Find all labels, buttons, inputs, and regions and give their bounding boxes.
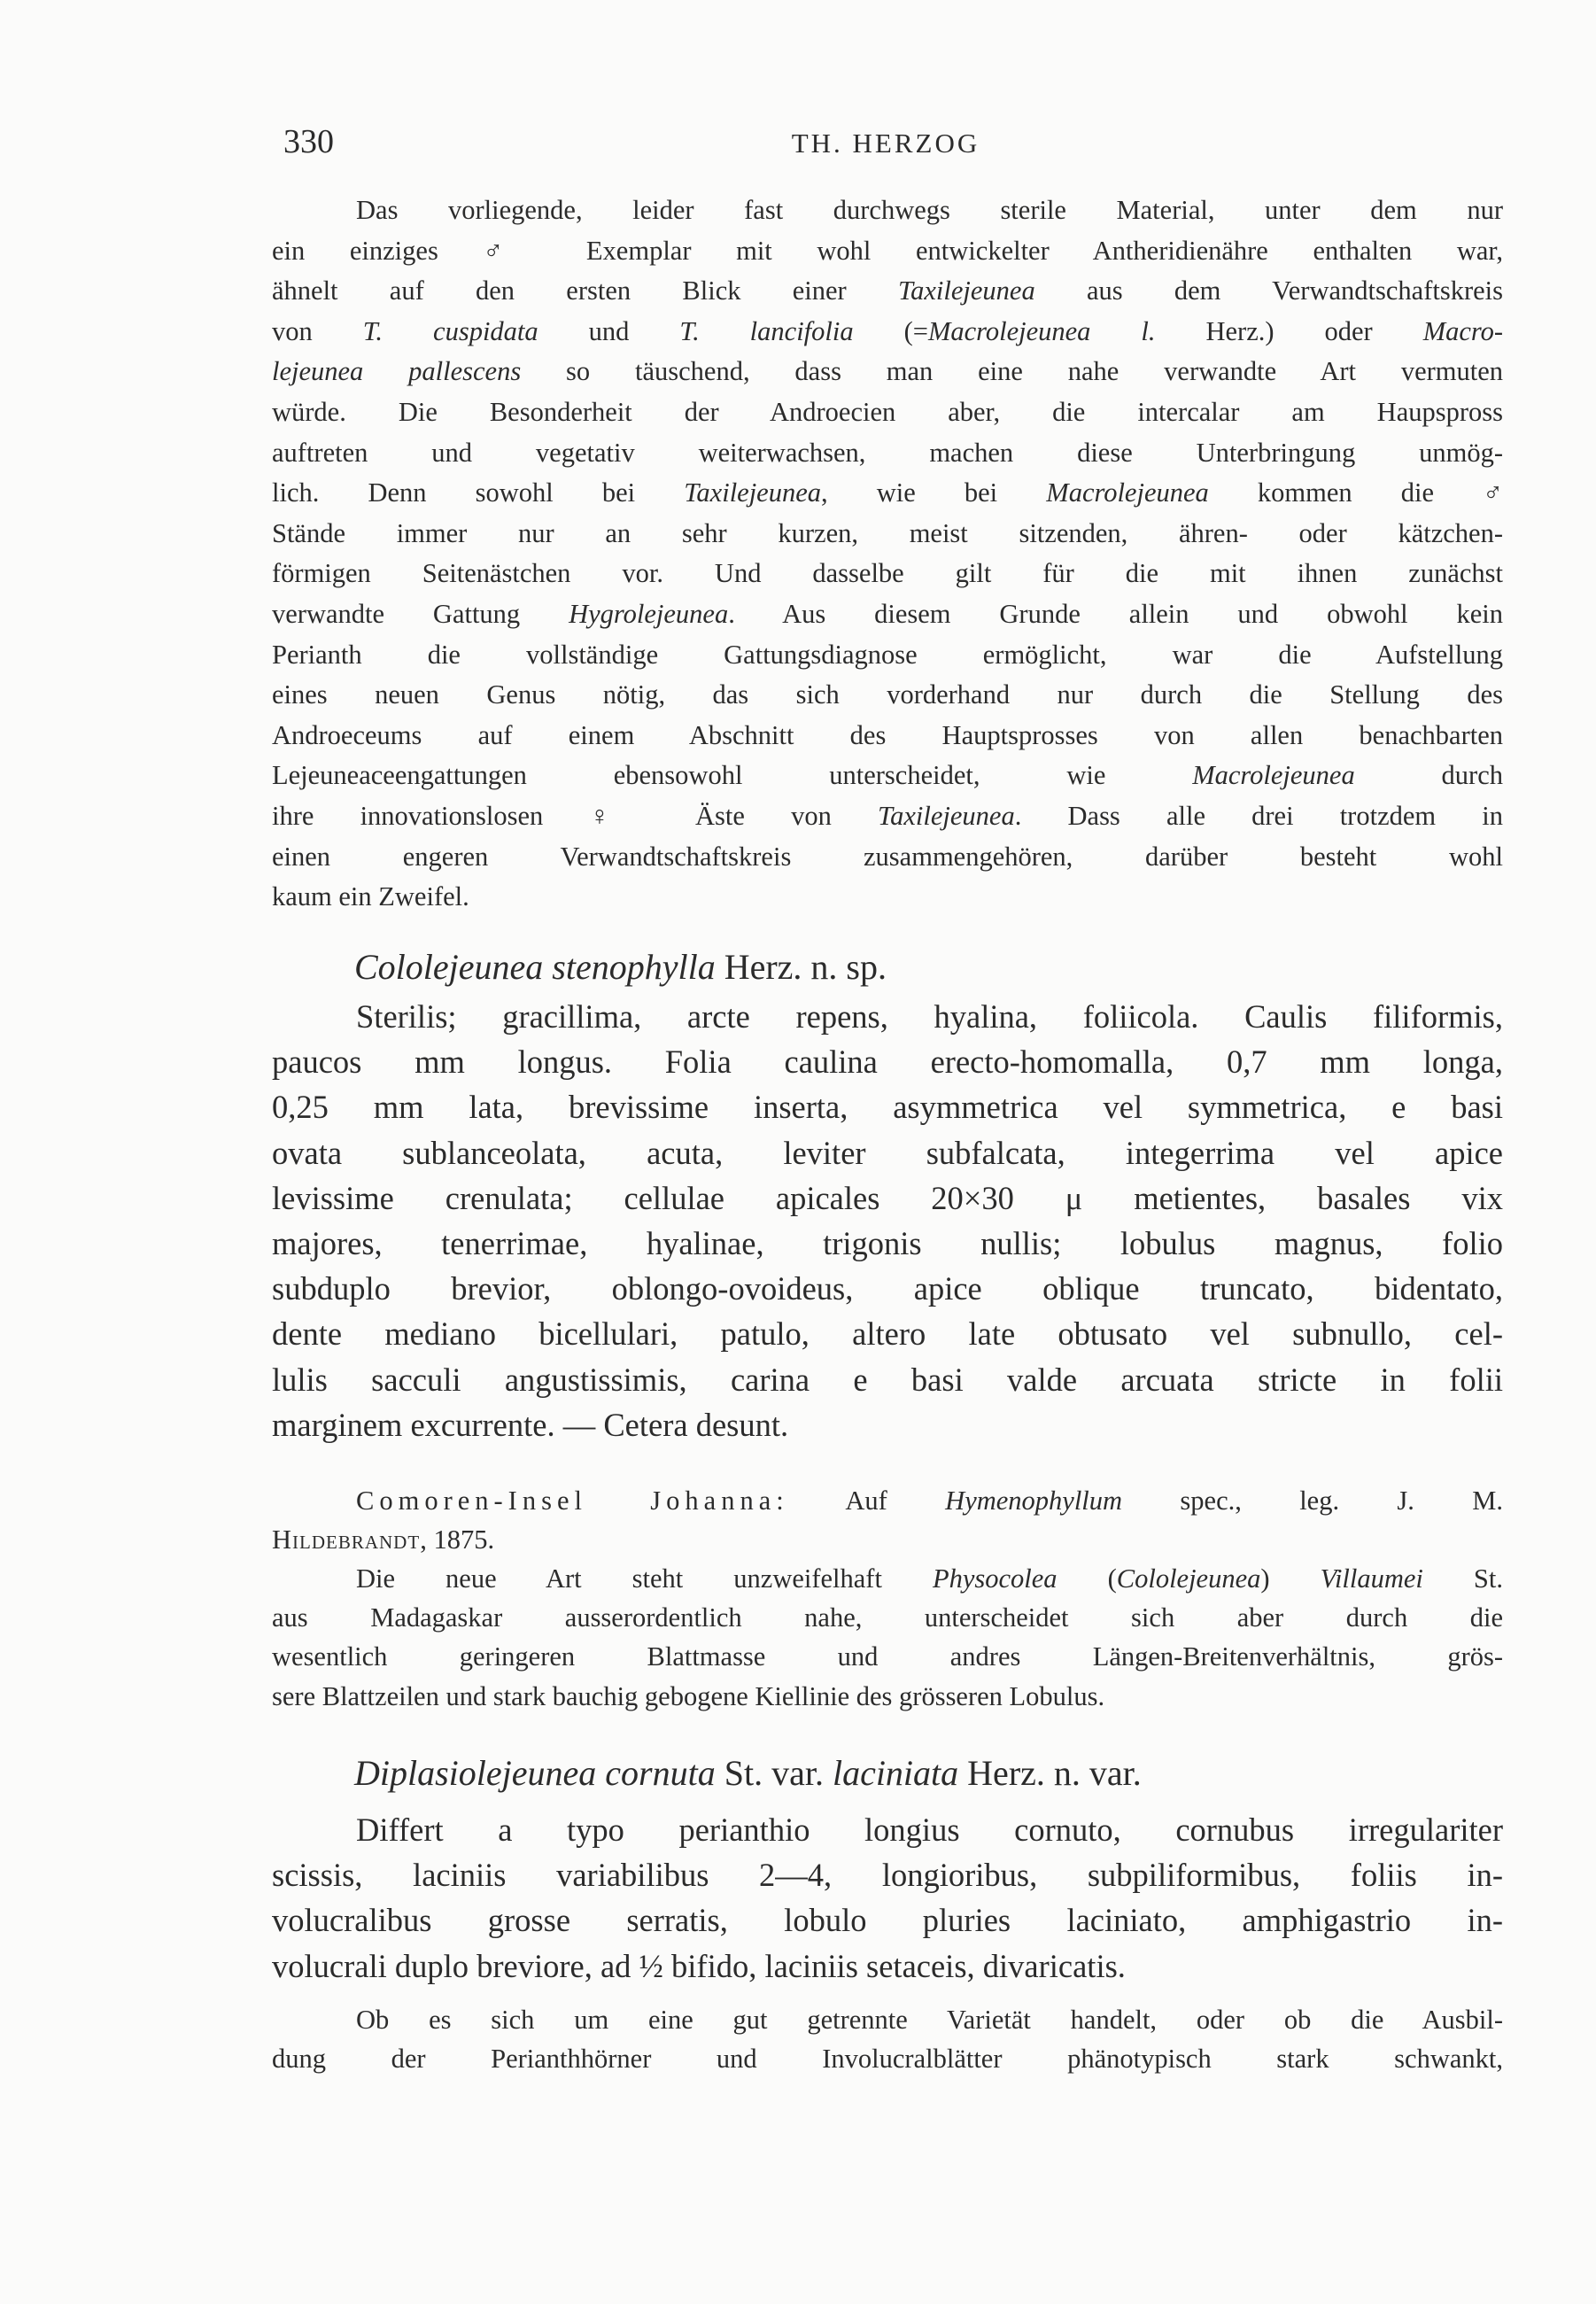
diagnosis-line: scissis, laciniis variabilibus 2—4, longioribus, subpiliformibus, foliis in- [272,1857,1503,1894]
taxon-name: T. lancifolia [679,315,854,346]
taxon-name: Taxilejeunea [897,275,1035,306]
collection-year: , 1875. [420,1524,495,1555]
species-binomial: Cololejeunea stenophylla [354,947,716,987]
taxon-name: lejeunea pallescens [272,356,522,387]
taxon-name: Taxilejeunea [877,800,1015,831]
variety-name: laciniata [832,1753,959,1793]
cololejeunea-remark [272,1559,1503,1716]
intro-line: einen engeren Verwandtschaftskreis zusammengehören, darüber besteht wohl [272,841,1503,872]
diagnosis-line: marginem excurrente. — Cetera desunt. [272,1406,789,1443]
running-title: TH. HERZOG [791,128,980,159]
intro-line: Perianth die vollständige Gattungsdiagnose ermöglicht, war die Aufstellung [272,639,1503,670]
taxon-name: T. cuspidata [362,315,538,346]
locality-line [272,1520,1503,1559]
species-author: Herz. n. sp. [724,947,887,987]
remark-line: sere Blattzeilen und stark bauchig gebogene Kiellinie des grösseren Lobulus. [272,1680,1105,1711]
diagnosis-line: dente mediano bicellulari, patulo, altero late obtusato vel subnullo, cel- [272,1315,1503,1353]
diagnosis-line: subduplo brevior, oblongo-ovoideus, apice oblique truncato, bidentato, [272,1270,1503,1307]
intro-line: verwandte Gattung Hygrolejeunea. Aus diesem Grunde allein und obwohl kein [272,598,1503,629]
intro-line: Androeceums auf einem Abschnitt des Hauptsprosses von allen benachbarten [272,719,1503,750]
variety-author: Herz. n. var. [967,1753,1142,1793]
diplasiolejeunea-diagnosis [272,1807,1503,1989]
locality-line [272,1481,1503,1520]
diagnosis-line: ovata sublanceolata, acuta, leviter subfalcata, integerrima vel apice [272,1134,1503,1171]
intro-line: lich. Denn sowohl bei Taxilejeunea, wie bei Macrolejeunea kommen die ♂ [272,477,1503,508]
host-plant: Hymenophyllum [945,1486,1123,1516]
intro-line: von T. cuspidata und T. lancifolia (=Macrolejeunea l. Herz.) oder Macro- [272,315,1504,346]
diagnosis-line: paucos mm longus. Folia caulina erecto-homomalla, 0,7 mm longa, [272,1043,1503,1081]
species-heading-cololejeunea [354,946,887,988]
taxon-name: Macrolejeunea l. [927,315,1156,346]
species-author: St. var. [724,1753,824,1793]
intro-line: Lejeuneaceengattungen ebensowohl unterscheidet, wie Macrolejeunea durch [272,760,1504,791]
species-heading-diplasiolejeunea [354,1752,1142,1794]
diagnosis-line: volucralibus grosse serratis, lobulo pluries laciniato, amphigastrio in- [272,1902,1503,1939]
taxon-name: Macro- [1422,315,1504,346]
page-number: 330 [283,123,334,160]
diagnosis-line: Sterilis; gracillima, arcte repens, hyalina, foliicola. Caulis filiformis, [356,998,1503,1035]
intro-paragraph [272,190,1503,918]
remark-line: Die neue Art steht unzweifelhaft Physocolea (Cololejeunea) Villaumei St. [356,1563,1503,1594]
locality-place: Comoren-Insel Johanna: [356,1486,789,1516]
intro-line: Das vorliegende, leider fast durchwegs sterile Material, unter dem nur [356,195,1503,225]
taxon-name: Physocolea [932,1563,1058,1594]
intro-line: Stände immer nur an sehr kurzen, meist sitzenden, ähren- oder kätzchen- [272,517,1503,548]
intro-line: förmigen Seitenästchen vor. Und dasselbe gilt für die mit ihnen zunächst [272,558,1503,589]
taxon-name: Macrolejeunea [1046,477,1209,508]
locality-text: Auf [845,1486,887,1516]
diagnosis-line: levissime crenulata; cellulae apicales 20×30 μ metientes, basales vix [272,1179,1503,1216]
running-head [283,122,1488,167]
remark-line: dung der Perianthhörner und Involucralblätter phänotypisch stark schwankt, [272,2044,1503,2075]
taxon-name: Macrolejeunea [1192,760,1355,791]
cololejeunea-diagnosis [272,994,1503,1447]
taxon-name: Cololejeunea [1116,1563,1261,1594]
taxon-name: Hygrolejeunea [569,598,729,629]
diplasiolejeunea-remark [272,2000,1503,2078]
remark-line: Ob es sich um eine gut getrennte Varietät handelt, oder ob die Ausbil- [356,2005,1503,2035]
diagnosis-line: majores, tenerrimae, hyalinae, trigonis nullis; lobulus magnus, folio [272,1225,1503,1262]
intro-line: kaum ein Zweifel. [272,881,469,912]
intro-line: eines neuen Genus nötig, das sich vorderhand nur durch die Stellung des [272,679,1503,710]
taxon-name: Villaumei [1320,1563,1423,1594]
diagnosis-line: lulis sacculi angustissimis, carina e basi valde arcuata stricte in folii [272,1361,1503,1398]
remark-line: wesentlich geringeren Blattmasse und andres Längen-Breitenverhältnis, grös- [272,1641,1503,1672]
intro-line: würde. Die Besonderheit der Androecien aber, die intercalar am Haupspross [272,396,1503,427]
cololejeunea-locality [272,1481,1503,1559]
collector-name: Hildebrandt [272,1524,421,1555]
diagnosis-line: volucrali duplo breviore, ad ½ bifido, laciniis setaceis, divaricatis. [272,1947,1126,1984]
locality-collector-prefix: spec., leg. J. M. [1180,1486,1503,1516]
species-binomial: Diplasiolejeunea cornuta [354,1753,716,1793]
taxon-name: Taxilejeunea [684,477,821,508]
intro-line: lejeunea pallescens so täuschend, dass man eine nahe verwandte Art vermuten [272,356,1503,387]
diagnosis-line: Differt a typo perianthio longius cornuto, cornubus irregulariter [356,1811,1503,1848]
intro-line: ihre innovationslosen ♀ Äste von Taxilejeunea. Dass alle drei trotzdem in [272,800,1503,831]
intro-line: auftreten und vegetativ weiterwachsen, machen diese Unterbringung unmög- [272,437,1503,468]
intro-line: ein einziges ♂ Exemplar mit wohl entwickelter Antheridienähre enthalten war, [272,235,1503,266]
diagnosis-line: 0,25 mm lata, brevissime inserta, asymmetrica vel symmetrica, e basi [272,1089,1503,1126]
intro-line: ähnelt auf den ersten Blick einer Taxilejeunea aus dem Verwandtschaftskreis [272,275,1503,306]
remark-line: aus Madagaskar ausserordentlich nahe, unterscheidet sich aber durch die [272,1602,1503,1633]
